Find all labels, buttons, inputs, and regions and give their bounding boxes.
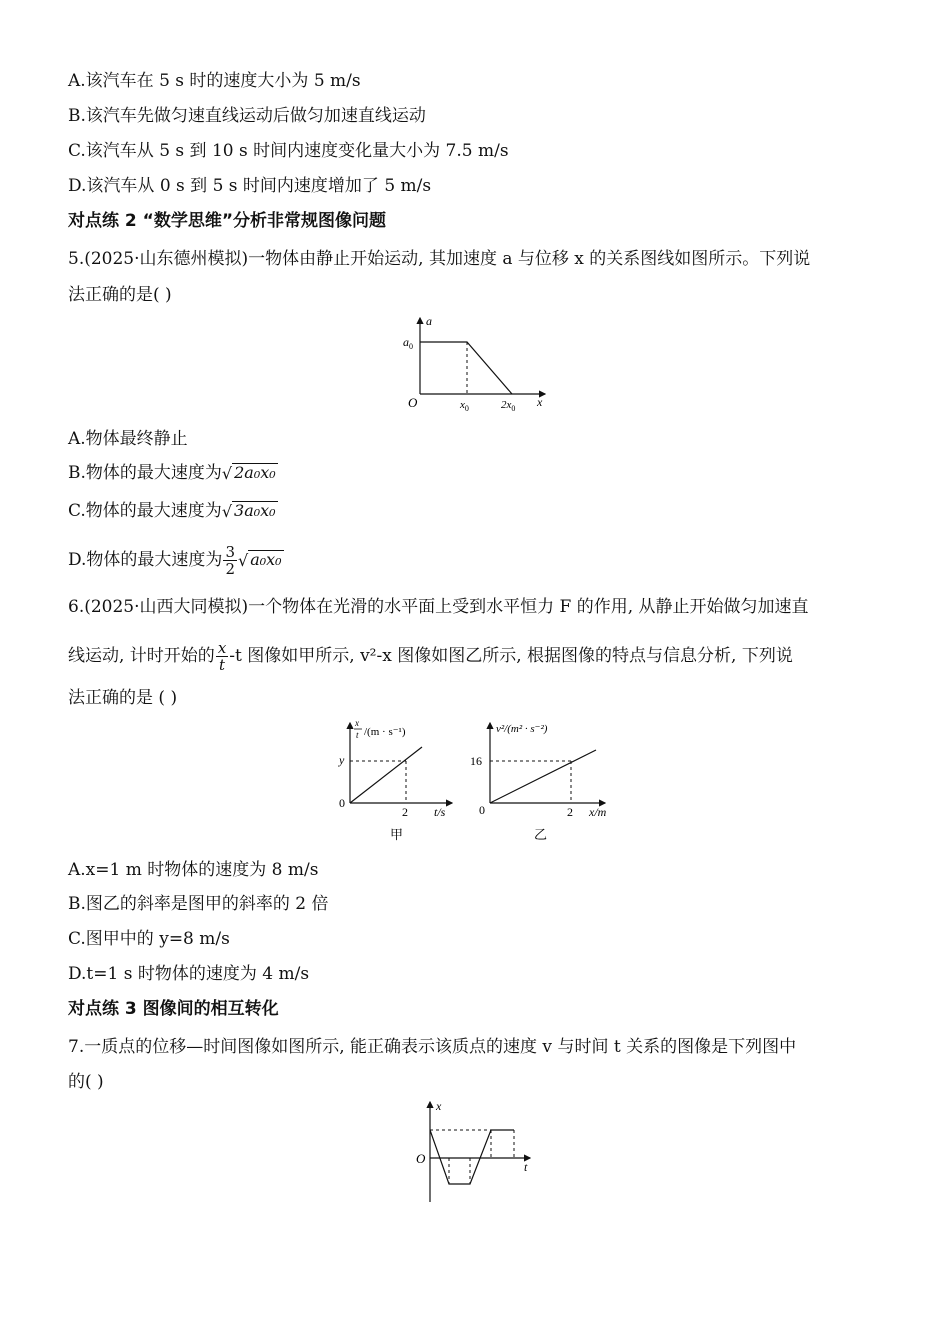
q5-option-a: A.物体最终静止 [68, 429, 188, 449]
a-x-curve [420, 342, 512, 394]
q6-stem-line-2-end: -t 图像如甲所示, v²-x 图像如图乙所示, 根据图像的特点与信息分析, 下列说 [229, 646, 793, 666]
q7-stem-line-2: 的( ) [68, 1072, 104, 1092]
q4-option-c: C.该汽车从 5 s 到 10 s 时间内速度变化量大小为 7.5 m/s [68, 141, 509, 161]
q5-option-d [68, 544, 284, 577]
origin-label: O [408, 395, 418, 410]
q6-option-c: C.图甲中的 y=8 m/s [68, 929, 230, 949]
q5-option-c-text: C.物体的最大速度为 [68, 501, 222, 521]
fraction-numerator: x [217, 639, 227, 657]
caption-yi: 乙 [534, 827, 548, 842]
jia-line [350, 747, 422, 803]
q6-option-d: D.t=1 s 时物体的速度为 4 m/s [68, 964, 310, 984]
fraction-denominator: t [219, 656, 226, 674]
y-tick-16: 16 [470, 754, 482, 768]
q5-option-b-text: B.物体的最大速度为 [68, 463, 222, 483]
2x0-tick: $2x_0$ [501, 399, 516, 413]
a-axis-label: a [426, 314, 432, 328]
q5-option-b-radicand: 2a₀x₀ [234, 463, 276, 482]
sqrt-sign-icon: √ [237, 550, 249, 570]
q7-stem-line-1: 7.一质点的位移—时间图像如图所示, 能正确表示该质点的速度 v 与时间 t 关系的图像是下列图中 [68, 1037, 797, 1057]
q5-stem-line-1: 5.(2025·山东德州模拟)一物体由静止开始运动, 其加速度 a 与位移 x 的关系图线如图所示。下列说 [68, 249, 811, 269]
q5-option-c [68, 500, 278, 523]
x0-tick: $x_0$ [460, 399, 469, 413]
sqrt-sign-icon: √ [221, 501, 233, 521]
q5-a-x-graph [395, 312, 565, 420]
q5-option-d-radicand: a₀x₀ [250, 550, 282, 569]
q6-option-b: B.图乙的斜率是图甲的斜率的 2 倍 [68, 894, 329, 914]
q7-x-t-graph [408, 1097, 543, 1207]
a0-tick: $a_0$ [403, 335, 413, 351]
fraction-numerator: 3 [225, 543, 235, 561]
q4-option-b: B.该汽车先做匀速直线运动后做匀加速直线运动 [68, 106, 426, 126]
q4-option-a: A.该汽车在 5 s 时的速度大小为 5 m/s [68, 71, 361, 91]
x-axis-label: x [436, 1099, 442, 1113]
q5-option-d-text: D.物体的最大速度为 [68, 550, 223, 570]
q6-stem-line-3: 法正确的是 ( ) [68, 688, 178, 708]
y-axis-label: v²/(m² · s⁻²) [496, 723, 548, 735]
x-axis-label: t/s [434, 805, 446, 819]
q6-stem-line-1: 6.(2025·山西大同模拟)一个物体在光滑的水平面上受到水平恒力 F 的作用, 从静止开始做匀加速直 [68, 597, 809, 617]
q6-option-a: A.x=1 m 时物体的速度为 8 m/s [68, 860, 319, 880]
y-axis-unit: /(m · s⁻¹) [364, 726, 406, 738]
x-tick-2: 2 [402, 805, 408, 819]
y-tick: y [339, 753, 345, 767]
q6-stem-line-2 [68, 640, 793, 673]
section-3-heading: 对点练 3 图像间的相互转化 [68, 999, 279, 1019]
q5-option-d-fraction [223, 544, 237, 577]
origin-label: 0 [479, 803, 485, 817]
q6-graph-yi [470, 715, 625, 845]
section-2-heading: 对点练 2 “数学思维”分析非常规图像问题 [68, 211, 387, 231]
q5-option-c-radicand: 3a₀x₀ [234, 501, 276, 520]
origin-label: 0 [339, 796, 345, 810]
q4-option-d: D.该汽车从 0 s 到 5 s 时间内速度增加了 5 m/s [68, 176, 432, 196]
x-t-curve [430, 1130, 514, 1184]
caption-jia: 甲 [390, 827, 404, 842]
x-tick-2: 2 [567, 805, 573, 819]
q6-stem-line-2-start: 线运动, 计时开始的 [68, 646, 215, 666]
q6-graph-jia [330, 715, 465, 845]
fraction-denominator: 2 [225, 560, 235, 578]
q5-option-b [68, 462, 278, 485]
y-frac-den: t [356, 730, 359, 740]
y-frac-num: x [355, 718, 359, 728]
q6-x-over-t [216, 640, 228, 673]
sqrt-sign-icon: √ [221, 463, 233, 483]
x-axis-label: x [537, 395, 543, 409]
x-axis-label: x/m [589, 805, 607, 819]
q5-stem-line-2: 法正确的是( ) [68, 285, 172, 305]
yi-line [490, 750, 596, 803]
origin-label: O [416, 1151, 426, 1166]
t-axis-label: t [524, 1160, 528, 1174]
